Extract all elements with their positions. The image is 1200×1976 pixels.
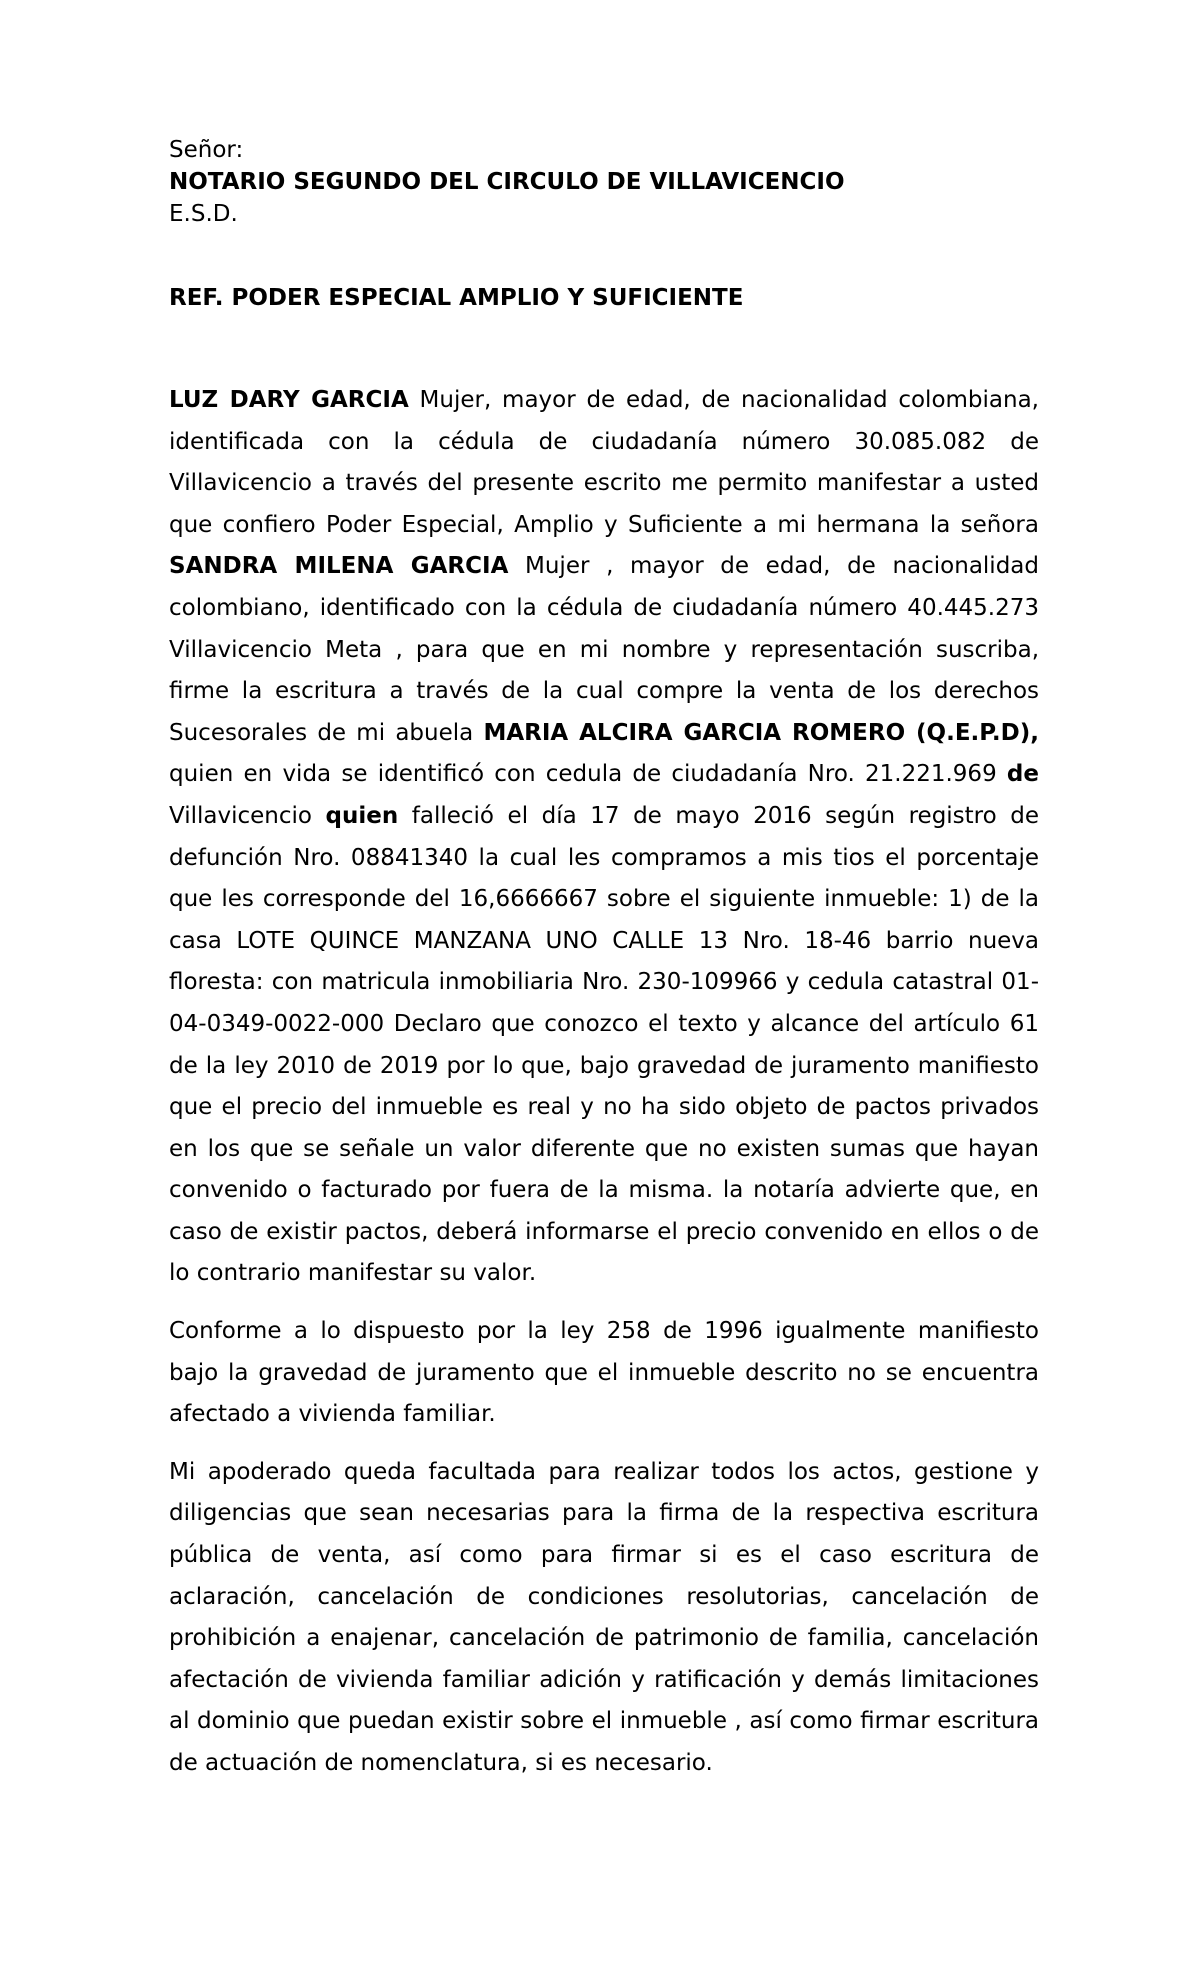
esd-line: E.S.D. <box>169 201 238 227</box>
recipient-title: NOTARIO SEGUNDO DEL CIRCULO DE VILLAVICENCIO <box>169 169 845 195</box>
body-paragraph-3: Mi apoderado queda facultada para realizar todos los actos, gestione y diligencias que sean necesarias para la firma de la respectiva escritura pública de venta, así como para firmar si es el caso escritura de aclaración, cancelación de condiciones resolutorias, cancelación de prohibición a enajenar, cancelación de patrimonio de familia, cancelación afectación de vivienda familiar adición y ratificación y demás limitaciones al dominio que puedan existir sobre el inmueble , así como firmar escritura de actuación de nomenclatura, si es necesario. <box>169 1458 1039 1776</box>
body-paragraph-2: Conforme a lo dispuesto por la ley 258 de 1996 igualmente manifiesto bajo la gravedad de juramento que el inmueble descrito no se encuentra afectado a vivienda familiar. <box>169 1318 1039 1428</box>
p1-text-5: falleció el día 17 de mayo 2016 según registro de defunción Nro. 08841340 la cual les compramos a mis tios el porcentaje que les corresponde del 16,6666667 sobre el siguiente inmueble: 1) de la casa LOTE QUINCE MANZANA UNO CALLE 13 Nro. 18-46 barrio nueva floresta: con matricula inmobiliaria Nro. 230-109966 y cedula catastral 01-04-0349-0022-000 Declaro que conozco el texto y alcance del artículo 61 de la ley 2010 de 2019 por lo que, bajo gravedad de juramento manifiesto que el precio del inmueble es real y no ha sido objeto de pactos privados en los que se señale un valor diferente que no existen sumas que hayan convenido o facturado por fuera de la misma. la notaría advierte que, en caso de existir pactos, deberá informarse el precio convenido en ellos o de lo contrario manifestar su valor. <box>169 802 1039 1287</box>
letter-content <box>169 134 1039 1785</box>
attorney-name: SANDRA MILENA GARCIA <box>169 553 509 580</box>
p1-text-3: quien en vida se identificó con cedula de ciudadanía Nro. 21.221.969 <box>169 761 1007 788</box>
reference-line: REF. PODER ESPECIAL AMPLIO Y SUFICIENTE <box>169 285 744 311</box>
grantor-name: LUZ DARY GARCIA <box>169 387 409 413</box>
bold-word-de: de <box>1006 761 1039 788</box>
p1-text-2: Mujer , mayor de edad, de nacionalidad colombiano, identificado con la cédula de ciudadanía número 40.445.273 Villavicencio Meta , para que en mi nombre y representación suscriba, firme la escritura a través de la cual compre la venta de los derechos Sucesorales de mi abuela <box>169 553 1039 746</box>
bold-word-quien: quien <box>325 802 399 829</box>
p1-text-1: Mujer, mayor de edad, de nacionalidad colombiana, identificada con la cédula de ciudadanía número 30.085.082 de Villavicencio a través del presente escrito me permito manifestar a usted que confiero Poder Especial, Amplio y Suficiente a mi hermana la señora <box>169 387 1039 538</box>
body-paragraph-1 <box>169 380 1039 1295</box>
salutation: Señor: <box>169 137 244 163</box>
deceased-name: MARIA ALCIRA GARCIA ROMERO (Q.E.P.D), <box>483 719 1040 746</box>
p1-text-4: Villavicencio <box>169 802 326 829</box>
